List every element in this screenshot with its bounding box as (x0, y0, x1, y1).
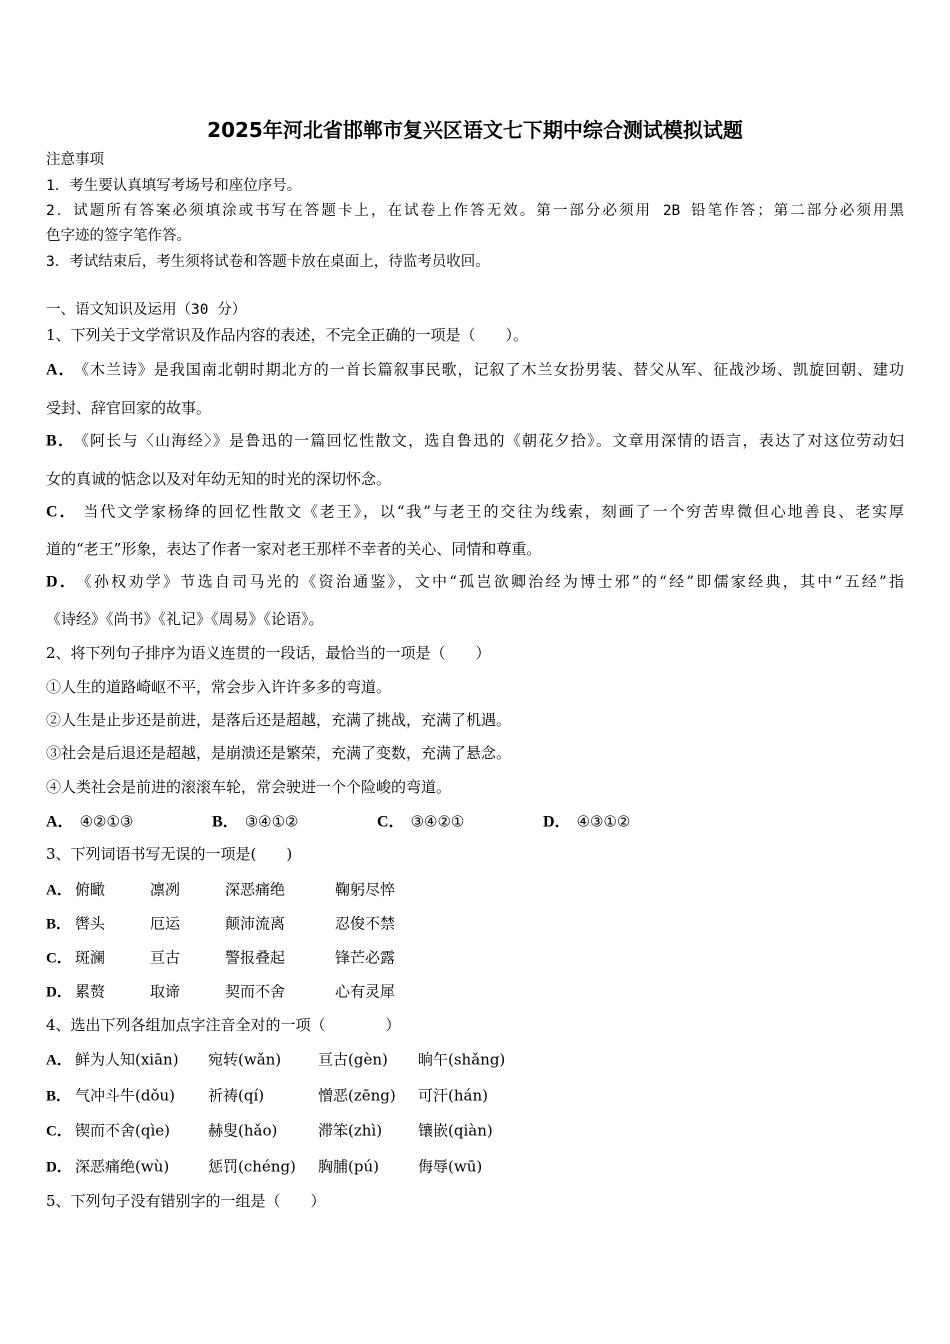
q1-option-d (46, 572, 904, 593)
q3-word: 锋芒必露 (335, 948, 396, 967)
q2-option-a (46, 809, 133, 832)
q4-item: 侮辱(wū) (418, 1157, 483, 1176)
q1-option-b (46, 431, 904, 452)
q4-option-label: D． (46, 1159, 72, 1176)
section-heading: 一、语文知识及运用（30 分） (46, 302, 247, 318)
q3-option-label: B． (46, 916, 72, 933)
q2-option-b (212, 809, 298, 832)
q3-word: 斑澜 (75, 948, 106, 967)
option-text: ③④②① (410, 812, 465, 831)
q3-word: 鞠躬尽悴 (335, 880, 396, 899)
q3-word: 契而不舍 (225, 982, 286, 1001)
q1-option-c-cont: 道的“老王”形象，表达了作者一家对老王那样不幸者的关心、同情和尊重。 (46, 540, 542, 558)
q3-option-label: A． (46, 882, 72, 899)
q2-sentence: ①人生的道路崎岖不平，常会步入许许多多的弯道。 (46, 678, 392, 696)
option-text: ④②①③ (79, 812, 134, 831)
q4-item: 赫叟(hǎo) (208, 1121, 278, 1140)
q3-option-label: C． (46, 950, 72, 967)
q3-word: 俯瞰 (75, 880, 106, 899)
q3-word: 厄运 (150, 914, 181, 933)
q1-option-a-cont: 受封、辞官回家的故事。 (46, 399, 212, 417)
q3-word: 忍俊不禁 (335, 914, 396, 933)
option-text: 《孙权劝学》节选自司马光的《资治通鉴》，文中“孤岂欲卿治经为博士邪”的“经”即儒家经典，其中“五经”指 (84, 572, 905, 591)
q2-sentence: ②人生是止步还是前进，是落后还是超越，充满了挑战，充满了机遇。 (46, 711, 512, 729)
option-text: 当代文学家杨绛的回忆性散文《老王》，以“我”与老王的交往为线索，刻画了一个穷苦卑微但心地善良、老实厚 (83, 502, 904, 521)
q4-item: 锲而不舍(qìe) (75, 1121, 170, 1140)
q3-option-label: D． (46, 984, 72, 1001)
q4-item: 憎恶(zēng) (318, 1086, 396, 1105)
q2-sentence: ③社会是后退还是超越，是崩溃还是繁荣，充满了变数，充满了悬念。 (46, 744, 512, 762)
option-text: ④③①② (576, 812, 631, 831)
q3-word: 取谛 (150, 982, 181, 1001)
question-5-stem: 5、下列句子没有错别字的一组是（ ） (46, 1192, 326, 1210)
q1-option-a (46, 360, 904, 381)
notes-heading: 注意事项 (46, 152, 104, 168)
q4-item: 深恶痛绝(wù) (75, 1157, 170, 1176)
q3-word: 累赘 (75, 982, 106, 1001)
q4-item: 祈祷(qí) (208, 1086, 265, 1105)
q4-item: 镶嵌(qiàn) (418, 1121, 493, 1140)
q4-item: 胸脯(pú) (318, 1157, 379, 1176)
note-item: 2．试题所有答案必须填涂或书写在答题卡上，在试卷上作答无效。第一部分必须用 2B 铅笔作答；第二部分必须用黑 (46, 203, 904, 219)
option-label: D． (543, 813, 571, 831)
q3-word: 心有灵犀 (335, 982, 396, 1001)
option-label: A． (46, 361, 76, 379)
q1-option-d-cont: 《诗经》《尚书》《礼记》《周易》《论语》。 (46, 610, 324, 628)
q2-option-d (543, 809, 630, 832)
question-4-stem: 4、选出下列各组加点字注音全对的一项（ ） (46, 1016, 401, 1034)
q4-option-label: B． (46, 1088, 72, 1105)
q2-sentence: ④人类社会是前进的滚滚车轮，常会驶进一个个险峻的弯道。 (46, 778, 452, 796)
q1-option-b-cont: 女的真诚的惦念以及对年幼无知的时光的深切怀念。 (46, 470, 392, 488)
option-label: B． (46, 432, 76, 450)
q3-word: 凛冽 (150, 880, 181, 899)
q3-word: 警报叠起 (225, 948, 286, 967)
q2-option-c (377, 809, 464, 832)
option-text: ③④①② (244, 812, 299, 831)
q4-item: 宛转(wǎn) (208, 1050, 282, 1069)
option-text: 《木兰诗》是我国南北朝时期北方的一首长篇叙事民歌，记叙了木兰女扮男装、替父从军、征战沙场、凯旋回朝、建功 (81, 360, 904, 379)
q4-item: 晌午(shǎng) (418, 1050, 506, 1069)
page-title: 2025年河北省邯郸市复兴区语文七下期中综合测试模拟试题 (207, 118, 743, 142)
option-label: D． (46, 573, 79, 591)
q4-item: 可汗(hán) (418, 1086, 488, 1105)
option-label: C． (46, 503, 78, 521)
q4-item: 鲜为人知(xiān) (75, 1050, 179, 1069)
option-label: A． (46, 813, 74, 831)
q3-word: 颠沛流离 (225, 914, 286, 933)
q4-item: 气冲斗牛(dǒu) (75, 1086, 175, 1105)
q3-word: 辔头 (75, 914, 106, 933)
option-label: B． (212, 813, 239, 831)
question-3-stem: 3、下列词语书写无误的一项是( ) (46, 845, 293, 863)
option-label: C． (377, 813, 405, 831)
note-item: 3．考试结束后，考生须将试卷和答题卡放在桌面上，待监考员收回。 (46, 254, 490, 270)
q4-option-label: C． (46, 1123, 72, 1140)
question-2-stem: 2、将下列句子排序为语义连贯的一段话，最恰当的一项是（ ） (46, 644, 491, 662)
q1-option-c (46, 502, 904, 523)
q3-word: 亘古 (150, 948, 181, 967)
q4-item: 惩罚(chéng) (208, 1157, 296, 1176)
q4-item: 滞笨(zhì) (318, 1121, 383, 1140)
q4-item: 亘古(gèn) (318, 1050, 388, 1069)
question-1-stem: 1、下列关于文学常识及作品内容的表述，不完全正确的一项是（ ）。 (46, 326, 529, 344)
q3-word: 深恶痛绝 (225, 880, 286, 899)
q4-option-label: A． (46, 1052, 72, 1069)
note-item: 1．考生要认真填写考场号和座位序号。 (46, 178, 302, 194)
option-text: 《阿长与〈山海经〉》是鲁迅的一篇回忆性散文，选自鲁迅的《朝花夕拾》。文章用深情的语言，表达了对这位劳动妇 (81, 431, 904, 450)
note-item: 色字迹的签字笔作答。 (46, 228, 191, 244)
